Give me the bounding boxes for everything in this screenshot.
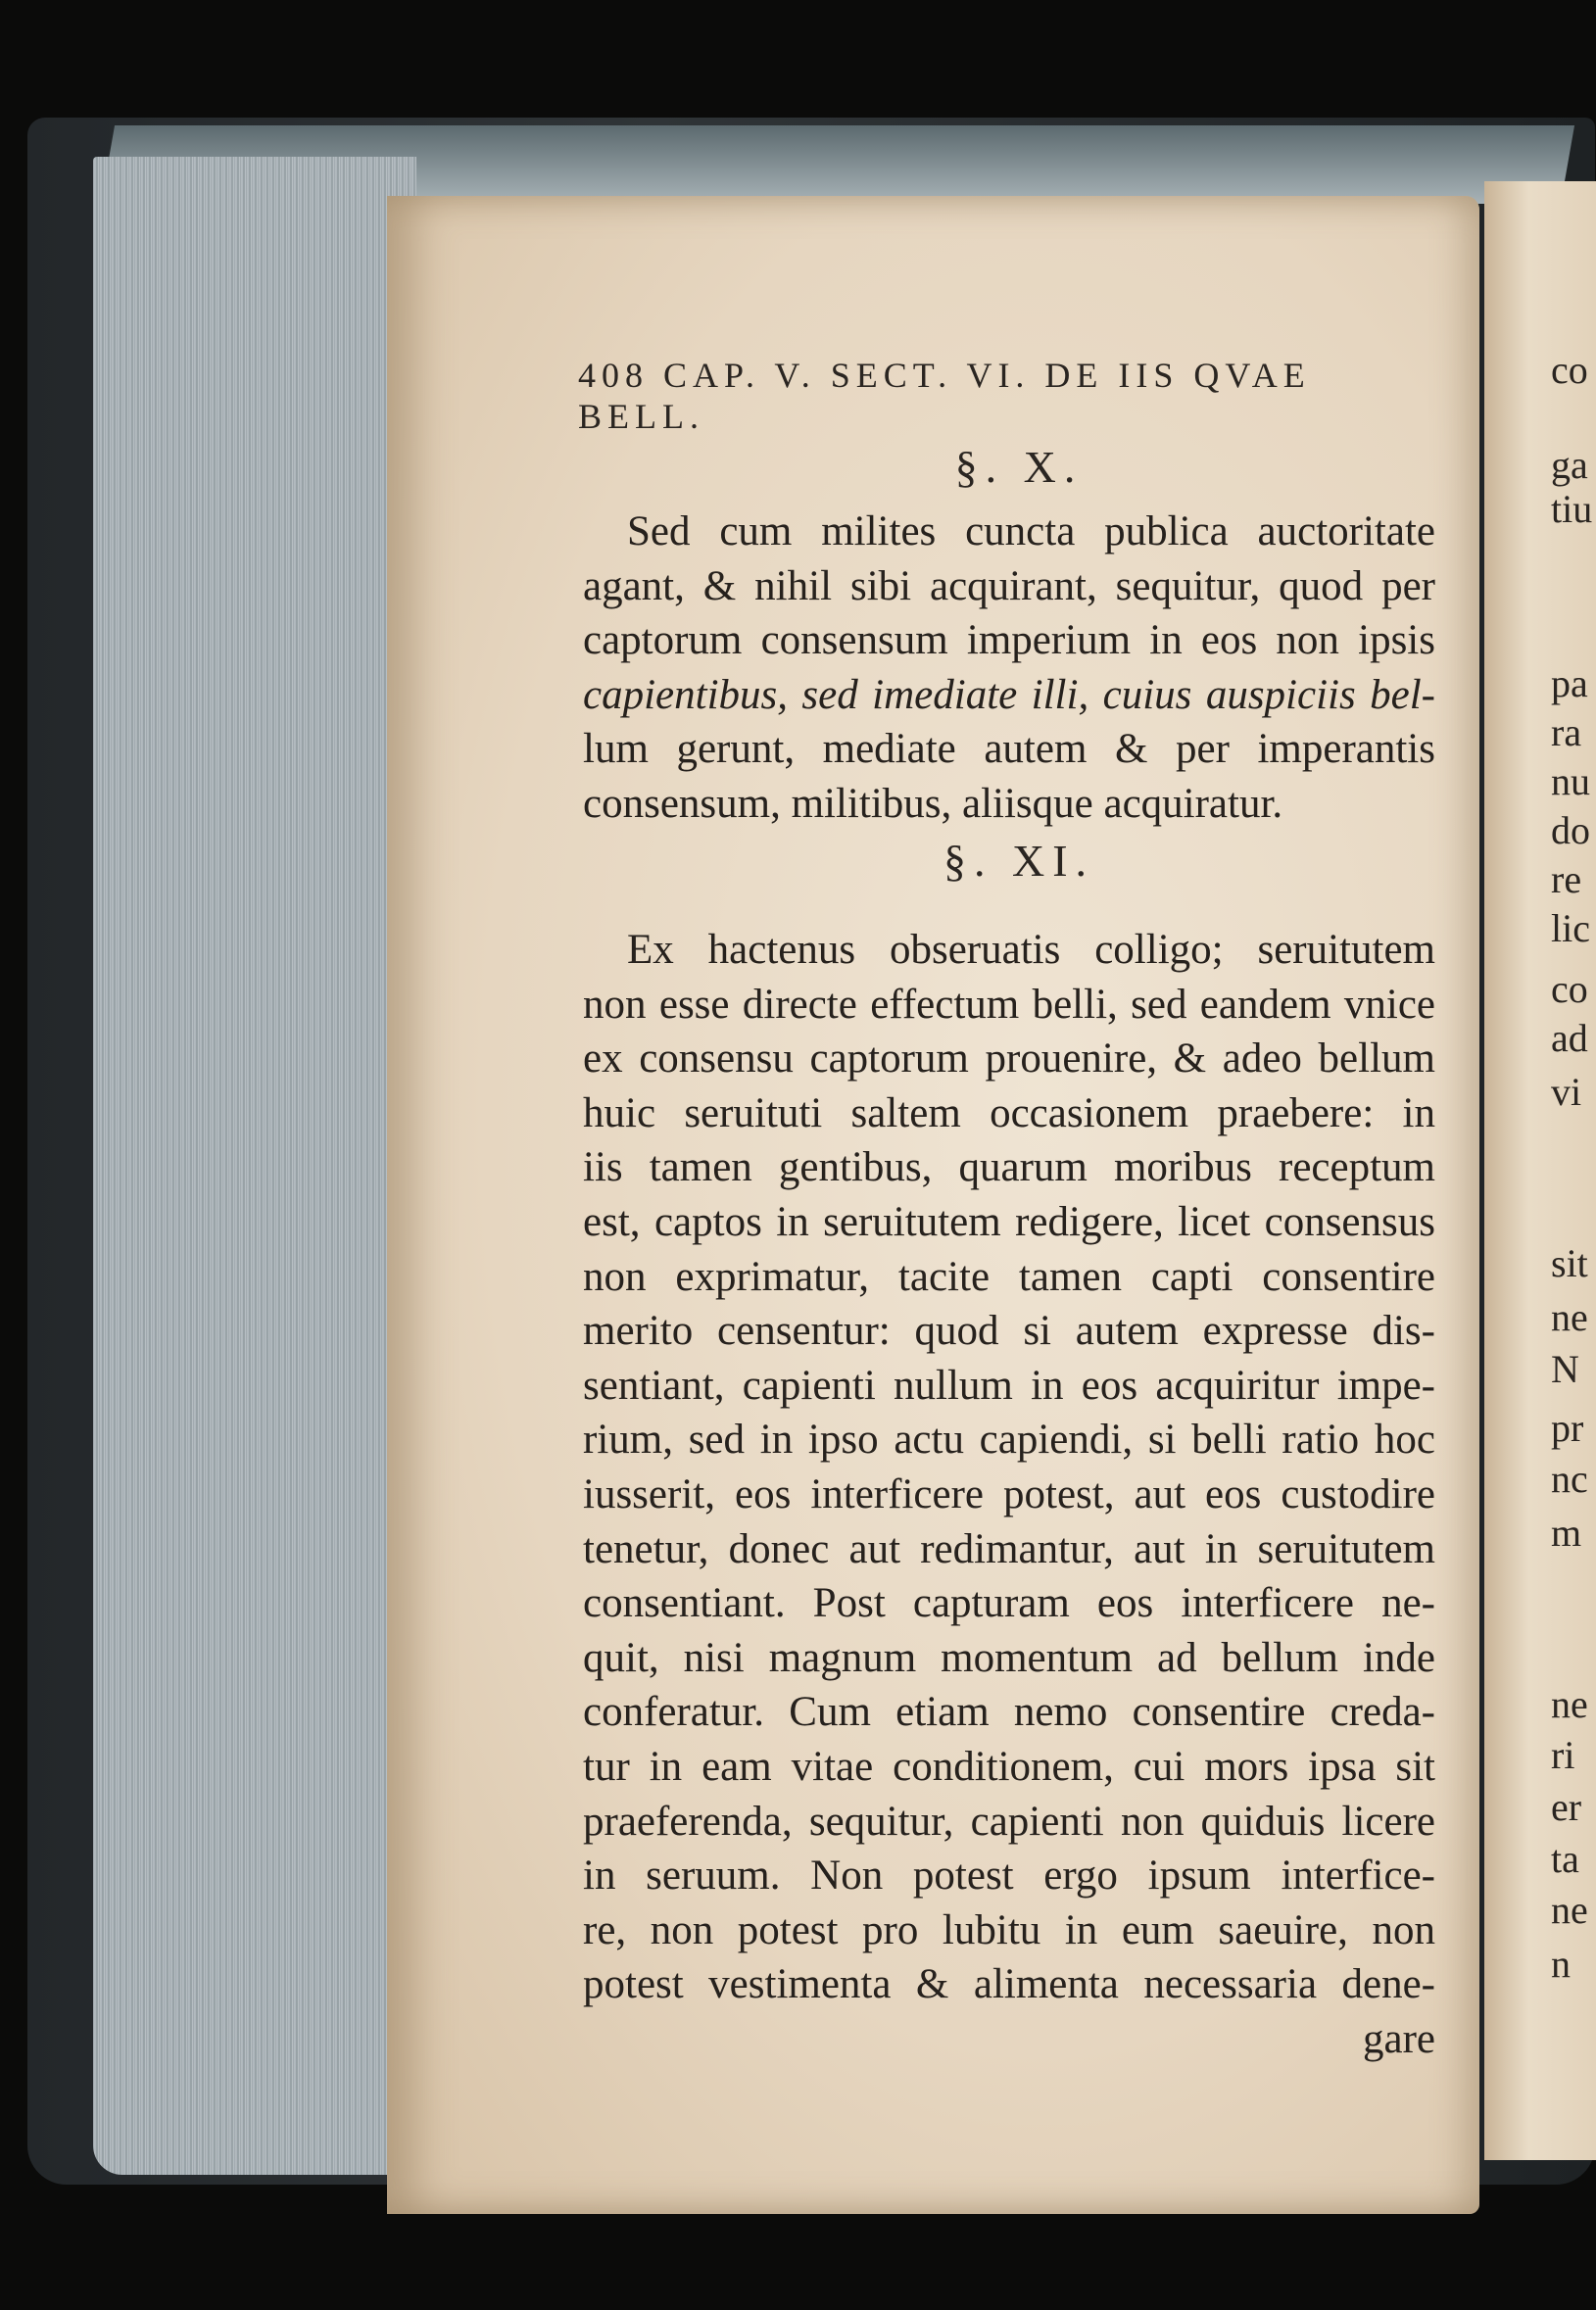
facing-fragment: vi — [1551, 1070, 1582, 1114]
paragraph-11 — [583, 923, 1435, 2066]
section-heading-10: §. X. — [954, 442, 1084, 492]
facing-fragment: m — [1551, 1511, 1582, 1555]
facing-fragment: co — [1551, 967, 1588, 1011]
text-line: merito censentur: quod si autem expresse dis- — [583, 1308, 1435, 1355]
facing-fragment: nc — [1551, 1457, 1588, 1501]
text-line: re, non potest pro lubitu in eum saeuire, non — [583, 1906, 1435, 1953]
text-line: lum gerunt, mediate autem & per imperantis — [583, 726, 1435, 773]
text-line: est, captos in seruitutem redigere, licet consensus — [583, 1198, 1435, 1245]
facing-fragment: N — [1551, 1347, 1579, 1391]
facing-fragment: tiu — [1551, 487, 1593, 531]
facing-fragment: ne — [1551, 1888, 1588, 1932]
text-line: quit, nisi magnum momentum ad bellum inde — [583, 1634, 1435, 1681]
text-line: tur in eam vitae conditionem, cui mors ipsa sit — [583, 1743, 1435, 1790]
text-line: potest vestimenta & alimenta necessaria dene- — [583, 1961, 1435, 2008]
text-line: Ex hactenus obseruatis colligo; seruitutem — [627, 927, 1435, 973]
facing-fragment: co — [1551, 348, 1588, 392]
catchword: gare — [1363, 2015, 1435, 2062]
text-line: agant, & nihil sibi acquirant, sequitur, quod per — [583, 562, 1435, 609]
facing-fragment: ne — [1551, 1682, 1588, 1726]
page-block-edge — [93, 157, 416, 2175]
facing-fragment: ga — [1551, 443, 1588, 487]
facing-fragment: ri — [1551, 1733, 1575, 1777]
text-line: non exprimatur, tacite tamen capti consentire — [583, 1253, 1435, 1300]
text-line: captorum consensum imperium in eos non ipsis — [583, 617, 1435, 664]
text-line: tenetur, donec aut redimantur, aut in seruitutem — [583, 1525, 1435, 1572]
running-head: 408 CAP. V. SECT. VI. DE IIS QVAE BELL. — [578, 356, 1311, 436]
facing-fragment: pr — [1551, 1406, 1584, 1450]
text-line: conferatur. Cum etiam nemo consentire creda- — [583, 1689, 1435, 1736]
facing-fragment: ad — [1551, 1016, 1588, 1060]
text-line: rium, sed in ipso actu capiendi, si belli ratio hoc — [583, 1417, 1435, 1464]
facing-fragment: do — [1551, 808, 1590, 852]
text-line: in seruum. Non potest ergo ipsum interfice- — [583, 1853, 1435, 1900]
facing-fragment: lic — [1551, 906, 1590, 950]
text-line: iis tamen gentibus, quarum moribus receptum — [583, 1144, 1435, 1191]
facing-fragment: ta — [1551, 1837, 1579, 1881]
text-line: huic seruituti saltem occasionem praebere: in — [583, 1089, 1435, 1136]
text-line: ex consensu captorum prouenire, & adeo bellum — [583, 1035, 1435, 1083]
text-line: consensum, militibus, aliisque acquiratur. — [583, 780, 1283, 827]
text-line: consentiant. Post capturam eos interficere ne- — [583, 1580, 1435, 1627]
text-line: iusserit, eos interficere potest, aut eos custodire — [583, 1470, 1435, 1517]
facing-fragment: er — [1551, 1785, 1582, 1829]
facing-fragment: n — [1551, 1942, 1571, 1986]
facing-fragment: sit — [1551, 1241, 1588, 1285]
text-line: Sed cum milites cuncta publica auctoritate — [627, 508, 1435, 554]
facing-fragment: nu — [1551, 759, 1590, 803]
text-line: non esse directe effectum belli, sed eandem vnice — [583, 981, 1435, 1028]
text-line: praeferenda, sequitur, capienti non quiduis licere — [583, 1798, 1435, 1845]
facing-fragment: ne — [1551, 1295, 1588, 1339]
section-heading-11: §. XI. — [943, 836, 1095, 886]
facing-fragment: ra — [1551, 710, 1582, 754]
paragraph-10 — [583, 505, 1435, 832]
facing-fragment: pa — [1551, 661, 1588, 705]
text-line: sentiant, capienti nullum in eos acquiritur impe- — [583, 1362, 1435, 1409]
text-line: capientibus, sed imediate illi, cuius auspiciis bel- — [583, 671, 1435, 718]
facing-fragment: re — [1551, 857, 1582, 901]
